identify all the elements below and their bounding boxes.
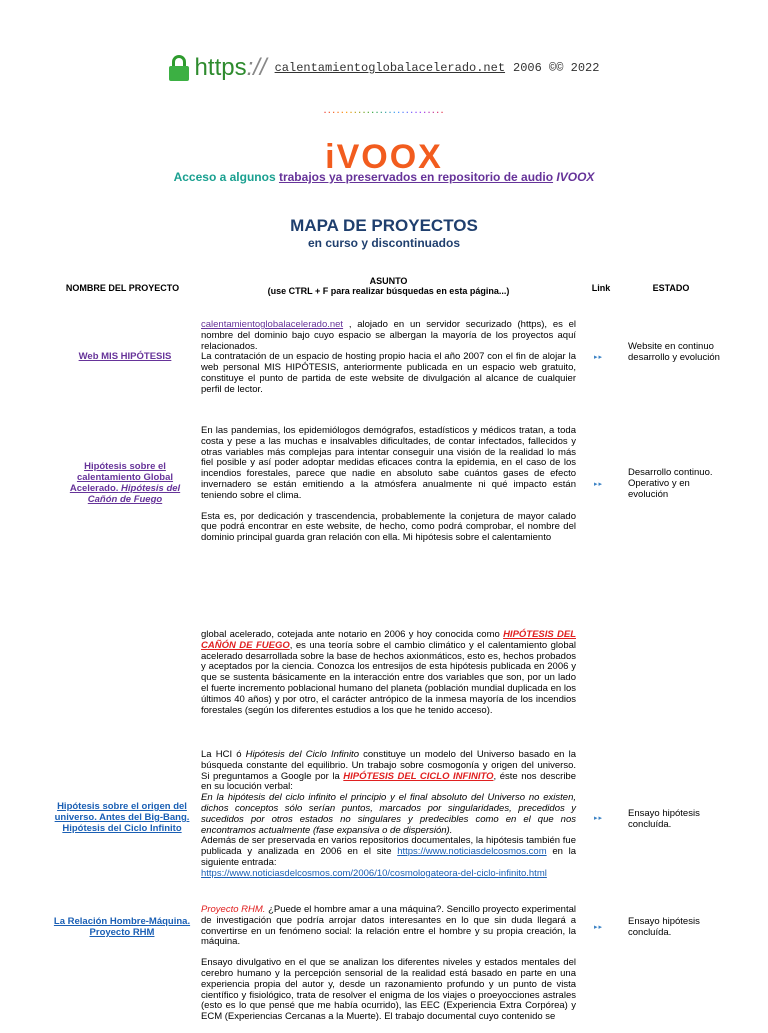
asunto-rhm: Proyecto RHM. ¿Puede el hombre amar a una máquina?. Sencillo proyecto experimental de investigación que podría arrojar datos interesantes en lo que sin duda llegará a convertirse en un fenómeno social: la relación entre el hombre y su propia creación, la máquina. Ensayo divulgativo en el que se analizan los diferentes niveles y estados mentales del cerebro humano y la percepción sensorial de la realidad está basado en parte en una experiencia propia del autor y, desde un razonamiento profundo y un punto de vista científico y fisiológico, trata de resolver el enigma de los viajes o proeyocciones astrales (esto es lo que pensé que me había ocurrido), las EEC (Experiencia Extra Corpórea) y ECM (Experiencias Cercanas a la Muerte). El trabajo documental cuyo contenido se — [201, 904, 577, 1023]
ciclo-infinito-highlight: HIPÓTESIS DEL CICLO INFINITO — [343, 770, 494, 782]
row-link-icon[interactable]: ▸▸ — [594, 815, 604, 822]
asunto-mis-hipotesis: calentamientoglobalacelerado.net , alojado en un servidor securizado (https), es el nombre del dominio bajo cuyo espacio se albergan la mayoría de los proyectos aquí relacionados. La contratación de un espacio de hosting propio hacia el año 2007 con el fin de alojar la web personal MIS HIPÓTESIS, anteriormente publicada en un espacio web gratuito, constituye el punto de partida de este website de divulgación al alcance de cualquier perfil de lector. — [201, 319, 576, 395]
ivoox-brand: IVOOX — [556, 170, 595, 184]
header-link: Link — [591, 283, 611, 293]
ivoox-caption: Acceso a algunos trabajos ya preservados en repositorio de audio IVOOX — [173, 170, 595, 184]
project-canon-de-fuego[interactable]: Hipótesis sobre el calentamiento Global Acelerado. Hipótesis del Cañón de Fuego — [69, 461, 181, 505]
copyright-years: 2006 ©© 2022 — [513, 61, 600, 75]
https-label: https — [194, 54, 247, 81]
site-header — [0, 52, 768, 84]
ivoox-link[interactable]: trabajos ya preservados en repositorio de audio — [278, 170, 554, 184]
row-link-icon[interactable]: ▸▸ — [594, 924, 604, 931]
noticiasdelcosmos-link[interactable]: https://www.noticiasdelcosmos.com — [397, 846, 547, 858]
domain-inline-link[interactable]: calentamientoglobalacelerado.net — [201, 319, 344, 330]
colored-dots-divider: ............................ — [323, 102, 445, 116]
page-title: MAPA DE PROYECTOS — [290, 216, 478, 235]
canon-de-fuego-highlight: HIPÓTESIS DEL CAÑÓN DE FUEGO — [201, 629, 576, 651]
lock-icon — [169, 55, 189, 81]
project-rhm[interactable]: La Relación Hombre-Máquina. Proyecto RHM — [53, 916, 191, 938]
asunto-canon-de-fuego: En las pandemias, los epidemiólogos demógrafos, estadísticos y médicos tratan, a toda costa y pese a las muchas e insalvables dificultades, de contar infectados, fallecidos y otras variables más complejas para intentar conseguir una visión de la realidad lo más fiel posible y así poder adoptar medidas eficaces contra la epidemia, en el caso de los incendios forestales, parece que nadie en absoluto sabe cuántos gases de efecto invernadero se están emitiendo a la atmósfera anualmente ni qué impacto están teniendo sobre el clima. Esta es, por dedicación y trascendencia, probablemente la conjetura de mayor calado que podrá encontrar en este website, de hecho, como podrá comprobar, el nombre del dominio principal guarda gran relación con ella. Mi hipótesis sobre el calentamiento — [201, 425, 576, 544]
scheme-separator: :// — [246, 54, 267, 81]
estado-rhm: Ensayo hipótesis concluída. — [628, 916, 700, 938]
page-subtitle: en curso y discontinuados — [307, 236, 461, 250]
header-asunto: ASUNTO (use CTRL + F para realizar búsquedas en esta página...) — [267, 276, 510, 296]
header-estado: ESTADO — [652, 283, 690, 293]
cosmologia-entry-link[interactable]: https://www.noticiasdelcosmos.com/2006/10/cosmologateora-del-ciclo-infinito.html — [201, 867, 547, 879]
project-mis-hipotesis[interactable]: Web MIS HIPÓTESIS — [78, 351, 172, 362]
asunto-ciclo-infinito: La HCI ó Hipótesis del Ciclo Infinito constituye un modelo del Universo basado en la búsqueda constante del equilibrio. Un trabajo sobre cosmogonía y origen del universo. Si preguntamos a Google por la HIPÓTESIS DEL CICLO INFINITO, éste nos describe en su locución verbal: En la hipótesis del ciclo infinito el principio y el final absoluto del Universo no existen, dichos conceptos sólo serían puntos, marcados por singularidades, precedidos y sucedidos por otros estados no singulares y predecibles como en el que nos encontramos actualmente (fase expansiva o de dispersión). Además de ser preservada en varios repositorios documentales, la hipótesis también fue publicada y analizada en 2006 en el site https://www.noticiasdelcosmos.com en la siguiente entrada: https://www.noticiasdelcosmos.com/2006/10/cosmologateora-del-ciclo-infinito.html — [201, 749, 576, 879]
estado-mis-hipotesis: Website en continuo desarrollo y evolución — [628, 341, 720, 363]
domain-link[interactable]: calentamientoglobalacelerado.net — [274, 61, 506, 75]
row-link-icon[interactable]: ▸▸ — [594, 354, 604, 361]
ivoox-logo[interactable]: iVOOX — [325, 138, 443, 176]
project-ciclo-infinito[interactable]: Hipótesis sobre el origen del universo. Antes del Big-Bang. Hipótesis del Ciclo Infinito — [54, 801, 190, 834]
header-name: NOMBRE DEL PROYECTO — [65, 283, 180, 293]
estado-canon-de-fuego: Desarrollo continuo. Operativo y en evolución — [628, 467, 713, 500]
asunto-canon-de-fuego-cont: global acelerado, cotejada ante notario en 2006 y hoy conocida como HIPÓTESIS DEL CAÑÓN DE FUEGO, es una teoría sobre el cambio climático y el calentamiento global acelerado desarrollada sobre la base de hechos axionmáticos, esto es, hechos probados y aceptados por la ciencia. Conozca los entresijos de esta hipótesis publicada en 2006 y que se sustenta básicamente en la interacción entre dos variables que son, por un lado el fuerte incremento poblacional humano del planeta (población mundial duplicada en los últimos 40 años) y por otro, el carácter antrópico de la inmesa mayoría de los incendios forestales (según los diferentes estudios a los que he tenido acceso). — [201, 629, 576, 716]
row-link-icon[interactable]: ▸▸ — [594, 481, 604, 488]
estado-ciclo-infinito: Ensayo hipótesis concluída. — [628, 808, 700, 830]
